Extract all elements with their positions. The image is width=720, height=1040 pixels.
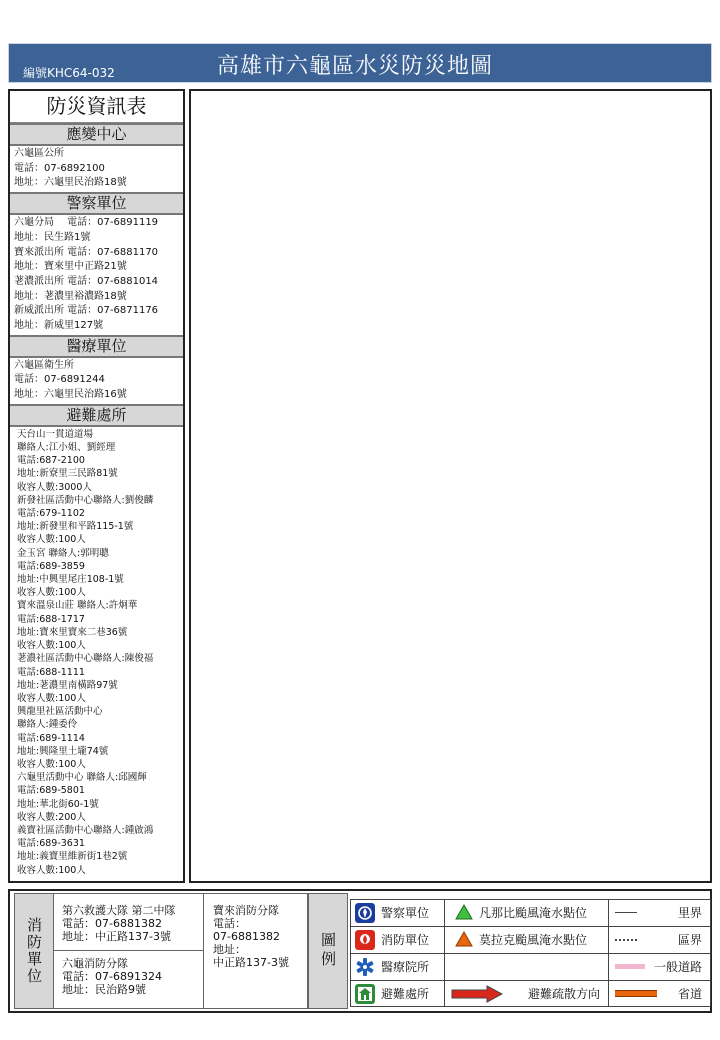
section-heading: 醫療單位 bbox=[10, 335, 183, 358]
info-line: 地址:中興里尾庄108-1號 bbox=[17, 574, 124, 586]
legend-warning bbox=[445, 954, 609, 980]
fire-units-label-text: 消防單位 bbox=[25, 917, 43, 985]
info-line: 地址:興隆里土壠74號 bbox=[17, 745, 109, 757]
legend-facility bbox=[351, 927, 445, 953]
village-boundary-symbol bbox=[615, 912, 637, 913]
legend-line-label: 一般道路 bbox=[653, 960, 702, 974]
info-line: 荖濃派出所 電話：07-6881014 bbox=[14, 275, 159, 287]
fire-unit bbox=[62, 904, 176, 943]
green-triangle-icon bbox=[455, 904, 473, 920]
legend-warning-label: 莫拉克颱風淹水點位 bbox=[479, 933, 588, 947]
legend-label-text: 圖例 bbox=[319, 932, 337, 970]
info-line: 地址:荖濃里南橫路97號 bbox=[17, 679, 118, 691]
info-line: 電話:688-1717 bbox=[17, 613, 85, 625]
info-line: 興龍里社區活動中心 bbox=[17, 706, 103, 718]
fire-unit bbox=[213, 904, 289, 969]
info-line: 地址:新寮里三民路81號 bbox=[17, 468, 118, 480]
legend-row bbox=[351, 900, 710, 927]
legend-facility-label: 避難處所 bbox=[381, 987, 430, 1001]
info-panel bbox=[8, 89, 185, 883]
map-canvas[interactable] bbox=[189, 89, 712, 883]
legend-label bbox=[308, 893, 348, 1009]
legend-line-label: 里界 bbox=[677, 906, 702, 920]
evacuation-arrow-icon bbox=[451, 985, 503, 1003]
info-line: 天台山一貫道道場 bbox=[17, 428, 94, 440]
info-line: 地址:華北街60-1號 bbox=[17, 798, 99, 810]
section-heading: 避難處所 bbox=[10, 404, 183, 427]
info-line: 電話:689-1114 bbox=[17, 732, 85, 744]
info-line: 地址:寶來里寶來二巷36號 bbox=[17, 626, 128, 638]
info-line: 電話：07-6891244 bbox=[14, 374, 105, 386]
legend-line bbox=[609, 981, 710, 1007]
legend-table bbox=[350, 899, 711, 1007]
info-line: 六龜里活動中心 聯絡人:邱國輝 bbox=[17, 772, 147, 784]
legend-warning-label: 避難疏散方向 bbox=[527, 987, 600, 1001]
info-line: 電話:679-1102 bbox=[17, 508, 85, 520]
fire-unit-line: 電話：07-6881382 bbox=[62, 917, 162, 930]
map-title: 高雄市六龜區水災防災地圖 bbox=[217, 54, 494, 79]
fire-unit-line: 地址：民治路9號 bbox=[62, 983, 146, 996]
fire-unit-line: 電話：07-6891324 bbox=[62, 970, 162, 983]
legend-facility bbox=[351, 954, 445, 980]
legend-facility bbox=[351, 981, 445, 1007]
info-line: 電話:689-3859 bbox=[17, 560, 85, 572]
info-line: 電話:688-1111 bbox=[17, 666, 85, 678]
info-line: 地址:義寶里維新街1巷2號 bbox=[17, 851, 128, 863]
info-line: 荖濃社區活動中心聯絡人:陳俊福 bbox=[17, 653, 154, 665]
info-line: 收容人數:3000人 bbox=[17, 481, 92, 493]
highway-symbol bbox=[615, 990, 657, 997]
info-line: 義寶社區活動中心聯絡人:鍾啟鴻 bbox=[17, 824, 154, 836]
legend-line bbox=[609, 954, 710, 980]
info-line: 地址：六龜里民治路18號 bbox=[14, 177, 127, 189]
info-line: 六龜分局 電話：07-6891119 bbox=[14, 217, 159, 229]
legend-row bbox=[351, 927, 710, 954]
legend-facility-label: 消防單位 bbox=[381, 933, 430, 947]
legend-line-label: 區界 bbox=[677, 933, 702, 947]
fire-unit-line: 六龜消防分隊 bbox=[62, 957, 128, 970]
info-line: 寶來派出所 電話：07-6881170 bbox=[14, 246, 159, 258]
orange-triangle-icon bbox=[455, 931, 473, 947]
info-line: 新威派出所 電話：07-6871176 bbox=[14, 305, 159, 317]
fire-unit-line: 地址： bbox=[213, 943, 246, 956]
info-line: 電話：07-6892100 bbox=[14, 162, 105, 174]
info-line: 收容人數:100人 bbox=[17, 692, 86, 704]
info-line: 收容人數:100人 bbox=[17, 534, 86, 546]
legend-facility bbox=[351, 900, 445, 926]
shelter-list bbox=[10, 427, 183, 878]
police-icon bbox=[355, 903, 375, 923]
fire-station-icon bbox=[355, 930, 375, 950]
info-line: 地址:新發里和平路115-1號 bbox=[17, 521, 134, 533]
fire-unit-line: 地址：中正路137-3號 bbox=[62, 930, 171, 943]
info-line: 地址：荖濃里裕濃路18號 bbox=[14, 290, 127, 302]
info-line: 收容人數:100人 bbox=[17, 640, 86, 652]
section-body bbox=[10, 358, 183, 404]
section-body bbox=[10, 146, 183, 192]
legend-row bbox=[351, 954, 710, 981]
info-line: 六龜區衛生所 bbox=[14, 359, 74, 371]
info-line: 寶來溫泉山莊 聯絡人:許炯華 bbox=[17, 600, 138, 612]
info-line: 收容人數:100人 bbox=[17, 587, 86, 599]
map-code: 編號KHC64-032 bbox=[23, 66, 115, 80]
info-line: 電話:689-3631 bbox=[17, 838, 85, 850]
district-boundary-symbol bbox=[615, 939, 637, 941]
info-line: 地址：民生路1號 bbox=[14, 231, 91, 243]
legend-warning-label: 凡那比颱風淹水點位 bbox=[479, 906, 588, 920]
info-line: 收容人數:100人 bbox=[17, 864, 86, 876]
road-symbol bbox=[615, 964, 645, 969]
info-line: 六龜區公所 bbox=[14, 148, 64, 159]
info-line: 地址：寶來里中正路21號 bbox=[14, 261, 127, 273]
fire-unit bbox=[62, 957, 162, 996]
fire-units-label bbox=[14, 893, 54, 1009]
fire-unit-line: 中正路137-3號 bbox=[213, 956, 289, 969]
legend-warning bbox=[445, 981, 609, 1007]
info-line: 收容人數:200人 bbox=[17, 811, 86, 823]
legend-warning bbox=[445, 927, 609, 953]
info-line: 地址：新威里127號 bbox=[14, 320, 104, 332]
legend-facility-label: 警察單位 bbox=[381, 906, 430, 920]
legend-warning bbox=[445, 900, 609, 926]
info-line: 新發社區活動中心聯絡人:劉俊麟 bbox=[17, 494, 154, 506]
info-line: 聯絡人:鍾委伶 bbox=[17, 719, 78, 731]
section-heading: 應變中心 bbox=[10, 123, 183, 146]
info-line: 地址：六龜里民治路16號 bbox=[14, 389, 127, 401]
legend-row bbox=[351, 981, 710, 1008]
info-line: 金玉宮 聯絡人:郭明聰 bbox=[17, 547, 109, 559]
info-line: 聯絡人:江小姐、劉經理 bbox=[17, 442, 116, 454]
shelter-icon bbox=[355, 984, 375, 1004]
fire-unit-line: 07-6881382 bbox=[213, 930, 280, 943]
bottom-panel bbox=[8, 889, 712, 1013]
medical-star-icon bbox=[355, 957, 375, 977]
legend-facility-label: 醫療院所 bbox=[381, 960, 430, 974]
info-line: 收容人數:100人 bbox=[17, 758, 86, 770]
fire-unit-line: 寶來消防分隊 bbox=[213, 904, 279, 917]
info-line: 電話:689-5801 bbox=[17, 785, 85, 797]
title-bar bbox=[8, 43, 712, 83]
section-heading: 警察單位 bbox=[10, 192, 183, 215]
fire-unit-line: 第六救護大隊 第二中隊 bbox=[62, 904, 176, 917]
section-body bbox=[10, 215, 183, 335]
legend-line bbox=[609, 900, 710, 926]
fire-unit-line: 電話： bbox=[213, 917, 246, 930]
legend-line-label: 省道 bbox=[677, 987, 702, 1001]
info-panel-title: 防災資訊表 bbox=[10, 91, 183, 123]
info-line: 電話:687-2100 bbox=[17, 455, 85, 467]
legend-line bbox=[609, 927, 710, 953]
